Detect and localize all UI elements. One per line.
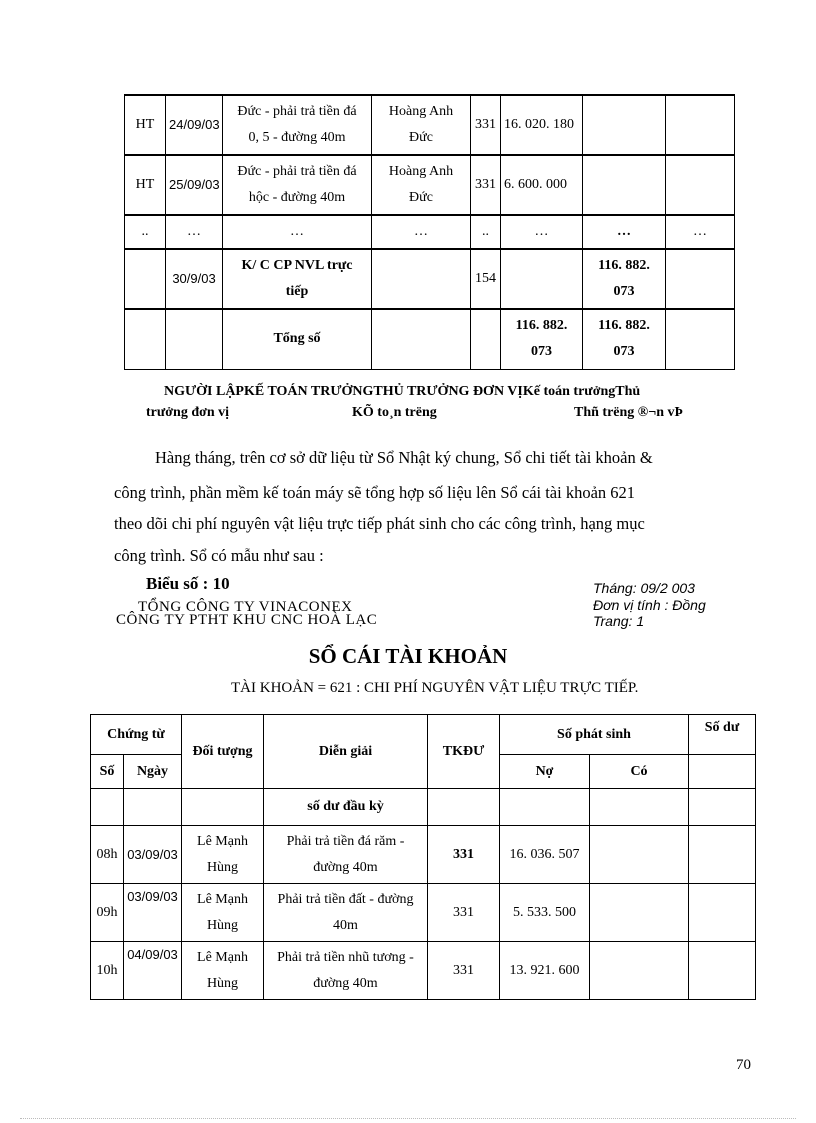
table-row — [91, 826, 756, 884]
total-co: 116. 882. 073 — [583, 309, 666, 369]
table-row — [125, 155, 735, 215]
cell-no: 6. 600. 000 — [501, 155, 583, 215]
cell-co — [590, 826, 689, 884]
cell-doi-tuong: Hoàng Anh Đức — [372, 95, 471, 155]
cell-dien-giai: … — [223, 215, 372, 249]
cell-du — [689, 826, 756, 884]
table-row — [125, 249, 735, 309]
ledger-subtitle: TÀI KHOẢN = 621 : CHI PHÍ NGUYÊN VẬT LIỆU TRỰC TIẾP. — [231, 680, 639, 696]
header-dien-giai: Diễn giải — [264, 715, 428, 789]
paragraph-line: công trình. Sổ có mẫu như sau : — [114, 546, 324, 565]
bieu-so-label: Biểu số : 10 — [146, 574, 230, 593]
company-branch: CÔNG TY PTHT KHU CNC HOÀ LẠC — [116, 612, 378, 628]
ledger-title: SỔ CÁI TÀI KHOẢN — [308, 644, 508, 668]
cell-empty — [372, 309, 471, 369]
header-tkdu: TKĐƯ — [428, 715, 500, 789]
header-co: Có — [590, 755, 689, 789]
cell-empty — [182, 789, 264, 826]
cell-du: … — [666, 215, 735, 249]
cell-ngay: 25/09/03 — [166, 155, 223, 215]
cell-so: 09h — [91, 884, 124, 942]
cell-no: 16. 036. 507 — [500, 826, 590, 884]
cell-tkdu: 154 — [471, 249, 501, 309]
table-row — [125, 95, 735, 155]
cell-co: 116. 882. 073 — [583, 249, 666, 309]
cell-empty — [124, 789, 182, 826]
cell-co — [583, 155, 666, 215]
header-doi-tuong: Đối tượng — [182, 715, 264, 789]
cell-tkdu: 331 — [428, 942, 500, 1000]
paragraph-line: theo dõi chi phí nguyên vật liệu trực tiếp phát sinh cho các công trình, hạng mục — [114, 514, 645, 533]
cell-doi-tuong: … — [372, 215, 471, 249]
cell-ngay: 03/09/03 — [124, 884, 182, 942]
table-row — [125, 215, 735, 249]
cell-no — [501, 249, 583, 309]
month-label: Tháng: 09/2 003 — [593, 580, 695, 596]
cell-doi-tuong: Hoàng Anh Đức — [372, 155, 471, 215]
signature-line-2c: Thñ trëng ®¬n vÞ — [574, 405, 684, 420]
cell-so: 10h — [91, 942, 124, 1000]
header-ngay: Ngày — [124, 755, 182, 789]
ledger-continuation-table — [124, 94, 735, 370]
paragraph-line: công trình, phần mềm kế toán máy sẽ tổng hợp số liệu lên Sổ cái tài khoản 621 — [114, 483, 636, 502]
cell-empty — [590, 789, 689, 826]
cell-empty — [689, 755, 756, 789]
paragraph-line: Hàng tháng, trên cơ sở dữ liệu từ Sổ Nhật ký chung, Sổ chi tiết tài khoản & — [155, 448, 653, 467]
cell-empty — [166, 309, 223, 369]
cell-so: HT — [125, 95, 166, 155]
header-row — [91, 715, 756, 755]
header-no: Nợ — [500, 755, 590, 789]
cell-empty — [500, 789, 590, 826]
cell-dien-giai: Phải trả tiền đá răm - đường 40m — [264, 826, 428, 884]
signature-line-1: NGƯỜI LẬPKẾ TOÁN TRƯỞNGTHỦ TRƯỞNG ĐƠN VỊKế toán trưởngThủ — [164, 384, 641, 399]
table-row — [91, 884, 756, 942]
unit-label: Đơn vị tính : Đồng — [593, 597, 706, 613]
signature-line-2b: KÕ to¸n trëng — [352, 405, 437, 420]
cell-co — [590, 884, 689, 942]
cell-tkdu: 331 — [471, 95, 501, 155]
total-label: Tổng số — [223, 309, 372, 369]
cell-ngay: 04/09/03 — [124, 942, 182, 1000]
page-bottom-divider — [20, 1118, 796, 1119]
cell-co — [583, 95, 666, 155]
cell-du — [689, 942, 756, 1000]
header-so-du: Số dư — [689, 715, 756, 755]
cell-tkdu: 331 — [428, 884, 500, 942]
cell-ngay: … — [166, 215, 223, 249]
cell-empty — [689, 789, 756, 826]
cell-empty — [91, 789, 124, 826]
cell-dien-giai: K/ C CP NVL trực tiếp — [223, 249, 372, 309]
cell-dien-giai: Phải trả tiền nhũ tương - đường 40m — [264, 942, 428, 1000]
cell-ngay: 03/09/03 — [124, 826, 182, 884]
cell-no: 13. 921. 600 — [500, 942, 590, 1000]
cell-no: 16. 020. 180 — [501, 95, 583, 155]
header-so-phat-sinh: Số phát sinh — [500, 715, 689, 755]
cell-ngay: 30/9/03 — [166, 249, 223, 309]
header-so: Số — [91, 755, 124, 789]
cell-doi-tuong: Lê Mạnh Hùng — [182, 884, 264, 942]
cell-doi-tuong: Lê Mạnh Hùng — [182, 942, 264, 1000]
table-row — [91, 789, 756, 826]
total-no: 116. 882. 073 — [501, 309, 583, 369]
cell-du — [666, 249, 735, 309]
cell-no: … — [501, 215, 583, 249]
cell-so — [125, 249, 166, 309]
table-row-total — [125, 309, 735, 369]
cell-ngay: 24/09/03 — [166, 95, 223, 155]
cell-tkdu: .. — [471, 215, 501, 249]
cell-dien-giai: Đức - phải trả tiền đá 0, 5 - đường 40m — [223, 95, 372, 155]
cell-so: .. — [125, 215, 166, 249]
cell-so: 08h — [91, 826, 124, 884]
table-row — [91, 942, 756, 1000]
page-label: Trang: 1 — [593, 613, 645, 629]
cell-empty — [125, 309, 166, 369]
cell-du — [666, 95, 735, 155]
ledger-table — [90, 714, 756, 1000]
cell-tkdu: 331 — [471, 155, 501, 215]
signature-line-2a: trưởng đơn vị — [146, 405, 230, 420]
company-name: TỔNG CÔNG TY VINACONEX — [138, 599, 353, 615]
cell-co: … — [583, 215, 666, 249]
cell-doi-tuong — [372, 249, 471, 309]
cell-du — [689, 884, 756, 942]
cell-dien-giai: Phải trả tiền đất - đường 40m — [264, 884, 428, 942]
cell-du — [666, 155, 735, 215]
cell-co — [590, 942, 689, 1000]
cell-tkdu: 331 — [428, 826, 500, 884]
header-chung-tu: Chứng từ — [91, 715, 182, 755]
cell-dien-giai: Đức - phải trả tiền đá hộc - đường 40m — [223, 155, 372, 215]
page-number: 70 — [736, 1057, 751, 1073]
cell-empty — [428, 789, 500, 826]
cell-no: 5. 533. 500 — [500, 884, 590, 942]
cell-empty — [471, 309, 501, 369]
cell-empty — [666, 309, 735, 369]
opening-balance-label: số dư đầu kỳ — [264, 789, 428, 826]
cell-doi-tuong: Lê Mạnh Hùng — [182, 826, 264, 884]
cell-so: HT — [125, 155, 166, 215]
